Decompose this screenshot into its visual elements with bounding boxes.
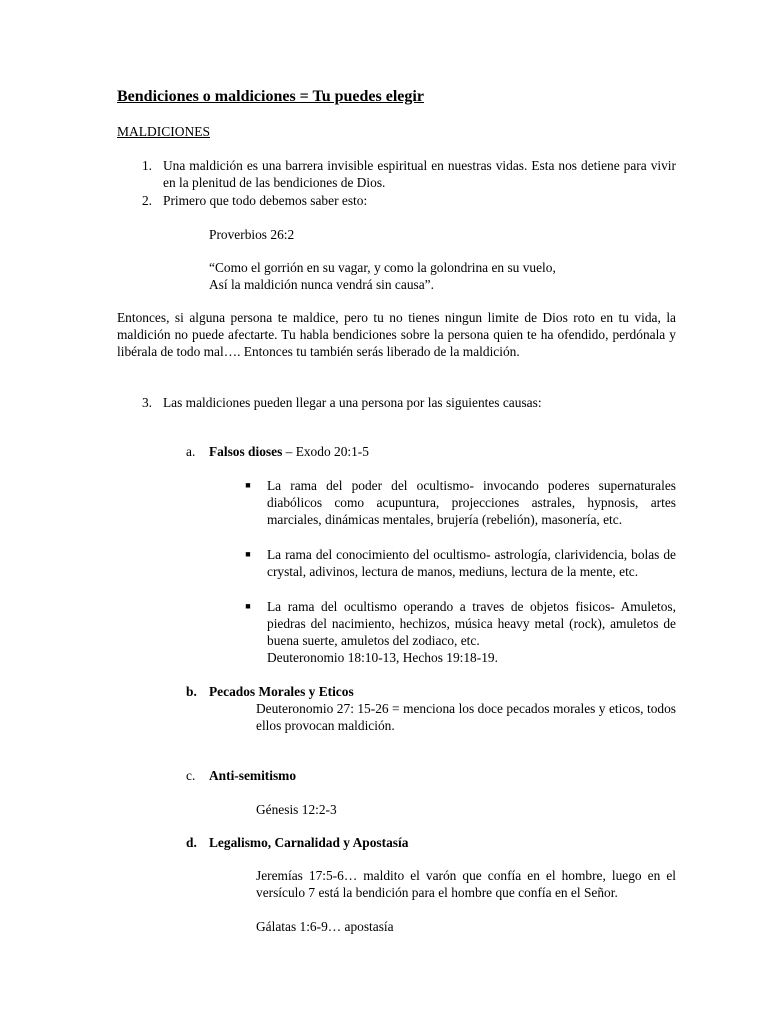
bullet-item: La rama del ocultismo operando a traves de objetos fisicos- Amuletos, piedras del nacimiento, hechizos, música heavy metal (rock), amuletos de buena suerte, amuletos del zodiaco, etc. [267, 599, 676, 648]
list-number: 1. [141, 158, 152, 173]
sub-letter: b. [186, 684, 197, 699]
sub-letter: c. [186, 768, 196, 783]
list-number: 3. [141, 395, 152, 410]
list-item-text: Primero que todo debemos saber esto: [163, 193, 368, 208]
cause-title: Falsos dioses [209, 444, 283, 459]
bullet-item: La rama del poder del ocultismo- invocando poderes supernaturales diabólicos como acupuntura, projecciones astrales, hypnosis, artes marciales, dinámicas mentales, brujería (rebelión), masonería, etc. [267, 478, 676, 527]
quote-reference: Proverbios 26:2 [209, 227, 295, 242]
list-item-text: Una maldición es una barrera invisible espiritual en nuestras vidas. Esta nos detiene para vivir en la plenitud de las bendiciones de Dios. [163, 158, 676, 190]
quote-line: “Como el gorrión en su vagar, y como la golondrina en su vuelo, [209, 260, 556, 275]
cause-heading [209, 443, 369, 460]
sub-letter: a. [186, 444, 196, 459]
bullet-marker: ■ [245, 480, 251, 490]
cause-reference: – Exodo 20:1-5 [282, 444, 369, 459]
cause-body-secondary: Gálatas 1:6-9… apostasía [256, 919, 394, 934]
cause-title: Anti-semitismo [209, 768, 297, 783]
quote-line: Así la maldición nunca vendrá sin causa”. [209, 277, 434, 292]
cause-body: Jeremías 17:5-6… maldito el varón que confía en el hombre, luego en el versículo 7 está la bendición para el hombre que confía en el Señor. [256, 868, 676, 900]
bullet-references: Deuteronomio 18:10-13, Hechos 19:18-19. [267, 650, 498, 665]
cause-title: Legalismo, Carnalidad y Apostasía [209, 835, 409, 850]
list-number: 2. [141, 193, 152, 208]
document-title: Bendiciones o maldiciones = Tu puedes elegir [117, 88, 424, 105]
list-item-text: Las maldiciones pueden llegar a una persona por las siguientes causas: [163, 395, 542, 410]
cause-body: Deuteronomio 27: 15-26 = menciona los doce pecados morales y eticos, todos ellos provocan maldición. [256, 701, 676, 733]
body-paragraph: Entonces, si alguna persona te maldice, pero tu no tienes ningun limite de Dios roto en tu vida, la maldición no puede afectarte. Tu habla bendiciones sobre la persona quien te ha ofendido, perdónala y libérala de todo mal…. Entonces tu también serás liberado de la maldición. [117, 310, 676, 359]
bullet-item: La rama del conocimiento del ocultismo- astrología, clarividencia, bolas de crystal, adivinos, lectura de manos, mediuns, lectura de la mente, etc. [267, 547, 676, 579]
sub-letter: d. [186, 835, 197, 850]
cause-body: Génesis 12:2-3 [256, 802, 337, 817]
bullet-marker: ■ [245, 549, 251, 559]
bullet-marker: ■ [245, 601, 251, 611]
section-heading: MALDICIONES [117, 124, 210, 139]
cause-title: Pecados Morales y Eticos [209, 684, 354, 699]
